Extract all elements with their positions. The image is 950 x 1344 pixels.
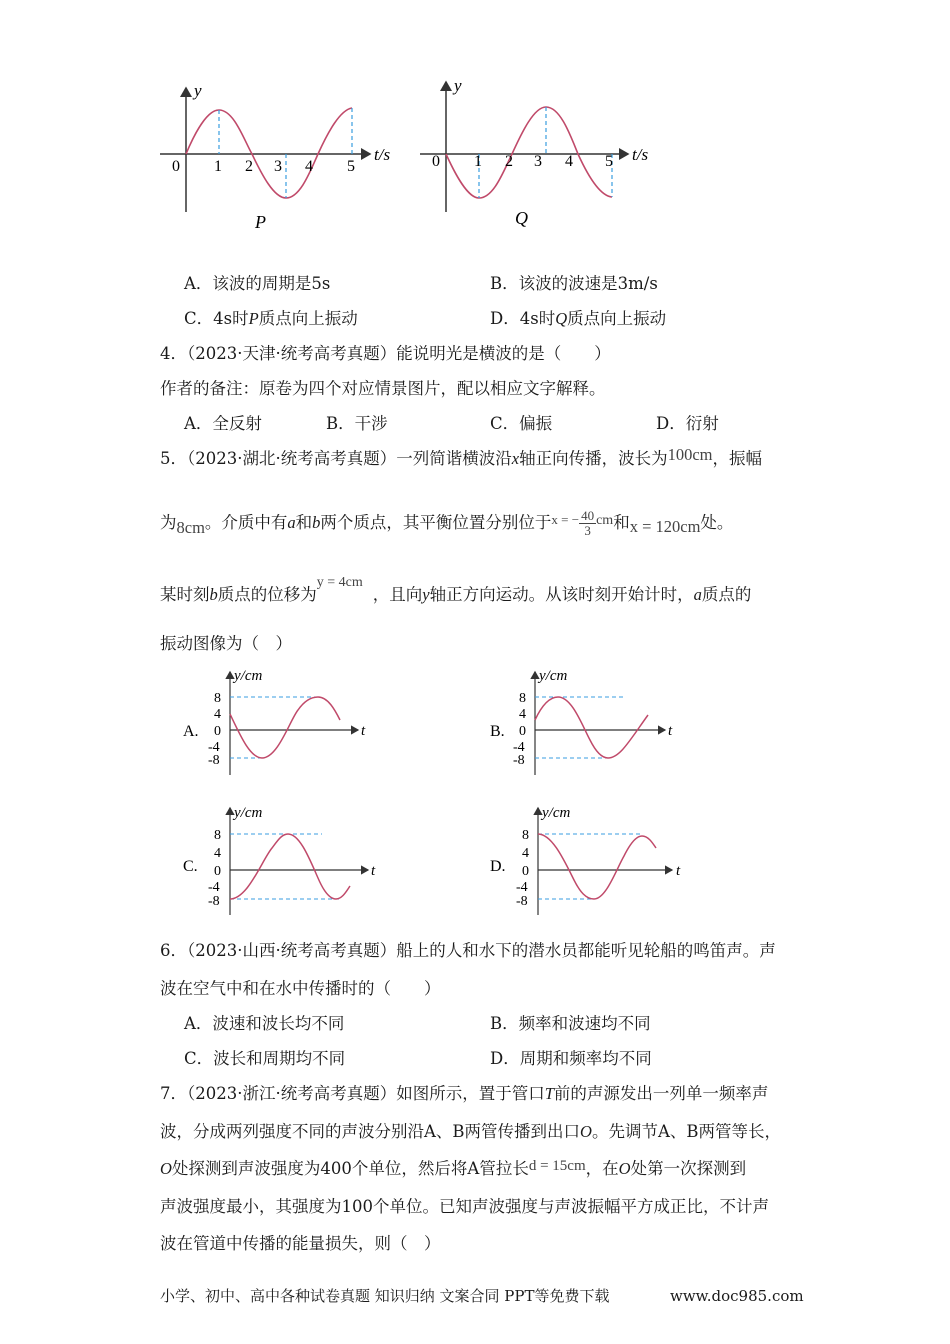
svg-text:0: 0: [214, 864, 221, 879]
svg-text:-4: -4: [208, 880, 220, 895]
q-tick-2: 2: [505, 153, 513, 170]
svg-text:0: 0: [519, 724, 526, 739]
wave-figures: [0, 0, 950, 240]
q4-option-d[interactable]: D．衍射: [656, 414, 719, 433]
option-c-graph[interactable]: [183, 805, 376, 915]
svg-text:-4: -4: [208, 740, 220, 755]
svg-text:8: 8: [214, 691, 221, 706]
q6-option-d[interactable]: D．周期和频率均不同: [490, 1049, 652, 1068]
q6-option-a[interactable]: A．波速和波长均不同: [184, 1014, 345, 1033]
svg-text:t: t: [668, 723, 673, 739]
svg-text:4: 4: [214, 846, 221, 861]
q7-line-4: 声波强度最小，其强度为100个单位。已知声波强度与声波振幅平方成正比，不计声: [160, 1197, 769, 1216]
p-y-label: y: [194, 81, 202, 100]
q6-line-2: 波在空气中和在水中传播时的（ ）: [160, 979, 441, 998]
q-tick-3: 3: [534, 153, 542, 170]
q4-stem: 4．（2023·天津·统考高考真题）能说明光是横波的是（ ）: [160, 344, 611, 363]
q-origin: 0: [432, 153, 440, 170]
q7-line-2: 波，分成两列强度不同的声波分别沿A、B两管传播到出口O。先调节A、B两管等长，: [160, 1122, 782, 1141]
svg-text:8: 8: [519, 691, 526, 706]
q5-option-graphs: [0, 660, 950, 920]
footer-url[interactable]: www.doc985.com: [670, 1287, 804, 1305]
graph-c-letter: C.: [183, 858, 198, 875]
p-caption: P: [255, 212, 266, 232]
svg-text:-8: -8: [516, 894, 528, 909]
q6-option-b[interactable]: B．频率和波速均不同: [490, 1014, 651, 1033]
xa-fraction: $\frac{40}{3}$: [581, 508, 595, 538]
svg-text:y/cm: y/cm: [539, 668, 568, 684]
graph-q: [420, 76, 648, 228]
q-tick-4: 4: [565, 153, 573, 170]
svg-text:4: 4: [522, 846, 529, 861]
p-tick-1: 1: [214, 158, 222, 175]
q4-note: 作者的备注：原卷为四个对应情景图片，配以相应文字解释。: [160, 379, 606, 398]
q7-line-3: O处探测到声波强度为400个单位，然后将A管拉长d = 15cm，在O处第一次探测到: [160, 1158, 747, 1178]
q6-option-c[interactable]: C．波长和周期均不同: [184, 1049, 346, 1068]
q3-option-a[interactable]: A．该波的周期是5s: [184, 274, 331, 293]
svg-text:t: t: [676, 863, 681, 879]
option-b-graph[interactable]: [490, 668, 673, 775]
p-tick-5: 5: [347, 158, 355, 175]
svg-text:8: 8: [214, 828, 221, 843]
q-wave-curve: [446, 107, 612, 198]
svg-text:8: 8: [522, 828, 529, 843]
p-wave-curve: [186, 108, 352, 198]
svg-text:-8: -8: [208, 894, 220, 909]
option-a-graph[interactable]: [183, 668, 366, 775]
q6-line-1: 6．（2023·山西·统考高考真题）船上的人和水下的潜水员都能听见轮船的鸣笛声。声: [160, 941, 776, 960]
graph-b-letter: B.: [490, 723, 505, 740]
q5-line-2: 为8cm。介质中有a和b两个质点，其平衡位置分别位于$^{x = -}$ $\frac{40}{3}$ $^{cm}$和x = 120cm处。: [160, 508, 734, 538]
p-tick-2: 2: [245, 158, 253, 175]
svg-text:y/cm: y/cm: [234, 805, 263, 821]
q4-option-b[interactable]: B．干涉: [326, 414, 388, 433]
svg-text:-4: -4: [513, 740, 525, 755]
svg-text:y/cm: y/cm: [542, 805, 571, 821]
svg-text:t: t: [371, 863, 376, 879]
p-tick-3: 3: [274, 158, 282, 175]
svg-text:0: 0: [214, 724, 221, 739]
q3-option-d[interactable]: D．4s时Q质点向上振动: [490, 309, 667, 328]
q-tick-1: 1: [474, 153, 482, 170]
svg-text:t: t: [361, 723, 366, 739]
q-t-label: t/s: [632, 145, 649, 164]
p-origin: 0: [172, 158, 180, 175]
p-tick-4: 4: [305, 158, 313, 175]
q3-option-b[interactable]: B．该波的波速是3m/s: [490, 274, 658, 293]
q-y-label: y: [454, 76, 462, 95]
q-tick-5: 5: [605, 153, 613, 170]
svg-text:-4: -4: [516, 880, 528, 895]
p-t-label: t/s: [374, 145, 391, 164]
svg-text:-8: -8: [513, 753, 525, 768]
q7-line-5: 波在管道中传播的能量损失，则（ ）: [160, 1234, 441, 1253]
graph-p: [160, 81, 390, 232]
q5-line-3: 某时刻b质点的位移为y = 4cm，且向y轴正方向运动。从该时刻开始计时，a质点的: [160, 575, 752, 604]
footer-text: 小学、初中、高中各种试卷真题 知识归纳 文案合同 PPT等免费下载: [160, 1287, 610, 1305]
svg-text:-8: -8: [208, 753, 220, 768]
svg-text:y/cm: y/cm: [234, 668, 263, 684]
q4-option-a[interactable]: A．全反射: [184, 414, 262, 433]
option-d-graph[interactable]: [490, 805, 681, 915]
svg-text:4: 4: [519, 707, 526, 722]
svg-text:4: 4: [214, 707, 221, 722]
q5-line-4: 振动图像为（ ）: [160, 634, 292, 653]
q3-option-c[interactable]: C．4s时P质点向上振动: [184, 309, 358, 328]
q-caption: Q: [515, 208, 528, 228]
q4-option-c[interactable]: C．偏振: [490, 414, 553, 433]
q7-line-1: 7．（2023·浙江·统考高考真题）如图所示，置于管口T前的声源发出一列单一频率声: [160, 1084, 769, 1103]
q5-line-1: 5．（2023·湖北·统考高考真题）一列简谐横波沿x轴正向传播，波长为100cm，振幅: [160, 445, 762, 468]
svg-text:0: 0: [522, 864, 529, 879]
graph-a-letter: A.: [183, 723, 199, 740]
graph-d-letter: D.: [490, 858, 506, 875]
